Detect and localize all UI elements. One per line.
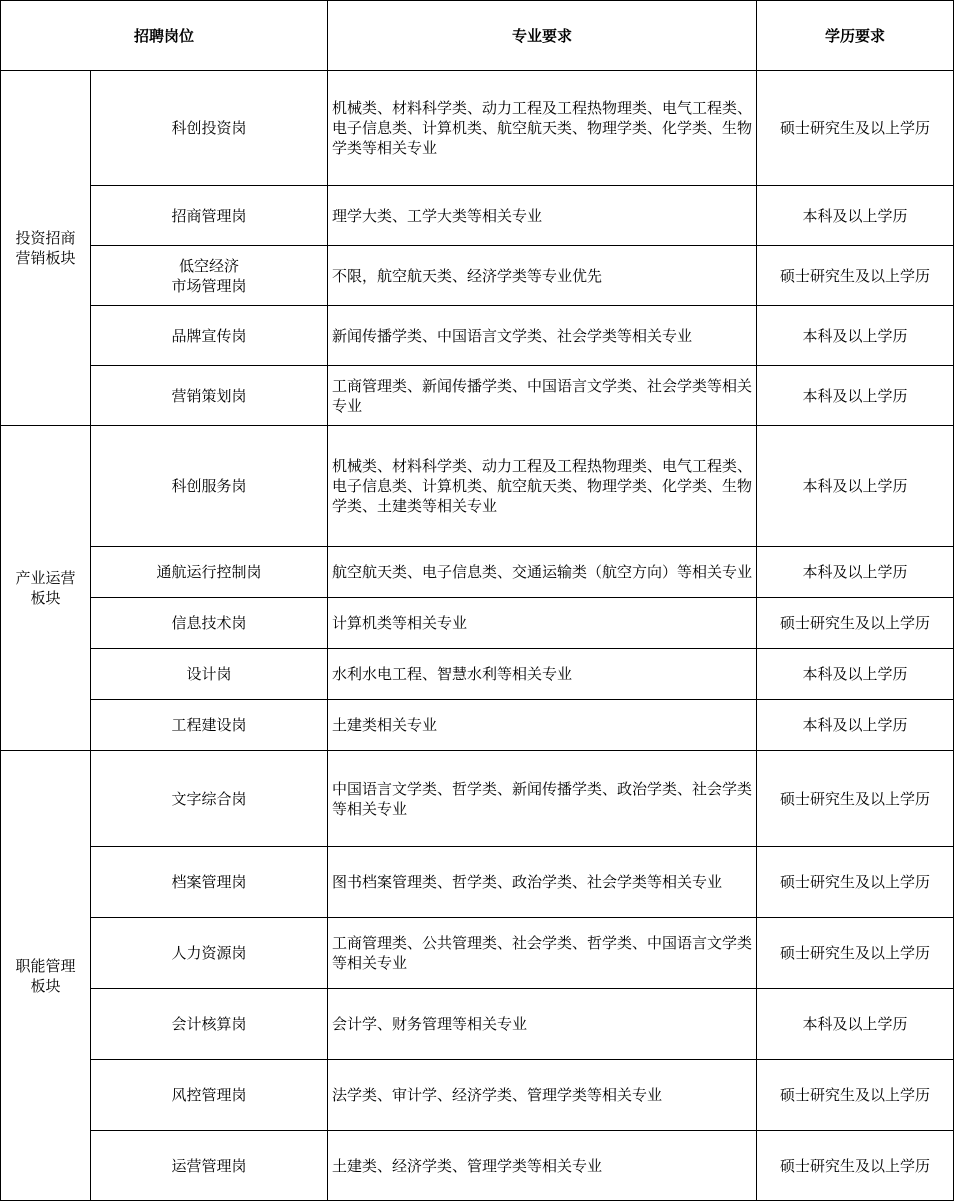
position-cell: 招商管理岗 — [91, 186, 328, 246]
major-cell: 土建类相关专业 — [328, 700, 757, 751]
table-row — [1, 71, 954, 186]
position-cell: 文字综合岗 — [91, 751, 328, 847]
position-cell: 会计核算岗 — [91, 989, 328, 1060]
major-cell: 计算机类等相关专业 — [328, 598, 757, 649]
table-row — [1, 547, 954, 598]
section-label: 投资招商 营销板块 — [1, 71, 91, 426]
position-cell: 工程建设岗 — [91, 700, 328, 751]
major-cell: 机械类、材料科学类、动力工程及工程热物理类、电气工程类、电子信息类、计算机类、航空航天类、物理学类、化学类、生物学类、土建类等相关专业 — [328, 426, 757, 547]
section-label: 职能管理 板块 — [1, 751, 91, 1201]
table-row — [1, 649, 954, 700]
table-row — [1, 366, 954, 426]
position-cell: 设计岗 — [91, 649, 328, 700]
education-cell: 本科及以上学历 — [757, 366, 954, 426]
education-cell: 硕士研究生及以上学历 — [757, 598, 954, 649]
education-cell: 硕士研究生及以上学历 — [757, 1131, 954, 1201]
education-cell: 硕士研究生及以上学历 — [757, 847, 954, 918]
position-cell: 科创投资岗 — [91, 71, 328, 186]
table-row — [1, 426, 954, 547]
major-cell: 工商管理类、公共管理类、社会学类、哲学类、中国语言文学类等相关专业 — [328, 918, 757, 989]
education-cell: 本科及以上学历 — [757, 700, 954, 751]
table-row — [1, 700, 954, 751]
table-row — [1, 918, 954, 989]
header-position: 招聘岗位 — [1, 1, 328, 71]
education-cell: 本科及以上学历 — [757, 649, 954, 700]
table-row — [1, 1060, 954, 1131]
table-row — [1, 246, 954, 306]
table-row — [1, 751, 954, 847]
major-cell: 理学大类、工学大类等相关专业 — [328, 186, 757, 246]
table-row — [1, 598, 954, 649]
education-cell: 硕士研究生及以上学历 — [757, 751, 954, 847]
major-cell: 土建类、经济学类、管理学类等相关专业 — [328, 1131, 757, 1201]
education-cell: 本科及以上学历 — [757, 186, 954, 246]
education-cell: 本科及以上学历 — [757, 306, 954, 366]
position-cell: 信息技术岗 — [91, 598, 328, 649]
education-cell: 硕士研究生及以上学历 — [757, 246, 954, 306]
table-row — [1, 847, 954, 918]
position-cell: 品牌宣传岗 — [91, 306, 328, 366]
position-cell: 档案管理岗 — [91, 847, 328, 918]
major-cell: 图书档案管理类、哲学类、政治学类、社会学类等相关专业 — [328, 847, 757, 918]
table-row — [1, 306, 954, 366]
header-major: 专业要求 — [328, 1, 757, 71]
major-cell: 会计学、财务管理等相关专业 — [328, 989, 757, 1060]
position-cell: 人力资源岗 — [91, 918, 328, 989]
position-cell: 运营管理岗 — [91, 1131, 328, 1201]
position-cell: 科创服务岗 — [91, 426, 328, 547]
education-cell: 硕士研究生及以上学历 — [757, 1060, 954, 1131]
position-cell: 风控管理岗 — [91, 1060, 328, 1131]
major-cell: 法学类、审计学、经济学类、管理学类等相关专业 — [328, 1060, 757, 1131]
major-cell: 机械类、材料科学类、动力工程及工程热物理类、电气工程类、电子信息类、计算机类、航空航天类、物理学类、化学类、生物学类等相关专业 — [328, 71, 757, 186]
table-row — [1, 186, 954, 246]
major-cell: 新闻传播学类、中国语言文学类、社会学类等相关专业 — [328, 306, 757, 366]
position-cell: 营销策划岗 — [91, 366, 328, 426]
header-row — [1, 1, 954, 71]
education-cell: 硕士研究生及以上学历 — [757, 71, 954, 186]
major-cell: 不限，航空航天类、经济学类等专业优先 — [328, 246, 757, 306]
education-cell: 硕士研究生及以上学历 — [757, 918, 954, 989]
education-cell: 本科及以上学历 — [757, 989, 954, 1060]
table-row — [1, 989, 954, 1060]
major-cell: 中国语言文学类、哲学类、新闻传播学类、政治学类、社会学类等相关专业 — [328, 751, 757, 847]
position-cell: 低空经济 市场管理岗 — [91, 246, 328, 306]
table-row — [1, 1131, 954, 1201]
major-cell: 航空航天类、电子信息类、交通运输类（航空方向）等相关专业 — [328, 547, 757, 598]
major-cell: 水利水电工程、智慧水利等相关专业 — [328, 649, 757, 700]
header-education: 学历要求 — [757, 1, 954, 71]
education-cell: 本科及以上学历 — [757, 547, 954, 598]
position-cell: 通航运行控制岗 — [91, 547, 328, 598]
section-label: 产业运营 板块 — [1, 426, 91, 751]
major-cell: 工商管理类、新闻传播学类、中国语言文学类、社会学类等相关专业 — [328, 366, 757, 426]
education-cell: 本科及以上学历 — [757, 426, 954, 547]
